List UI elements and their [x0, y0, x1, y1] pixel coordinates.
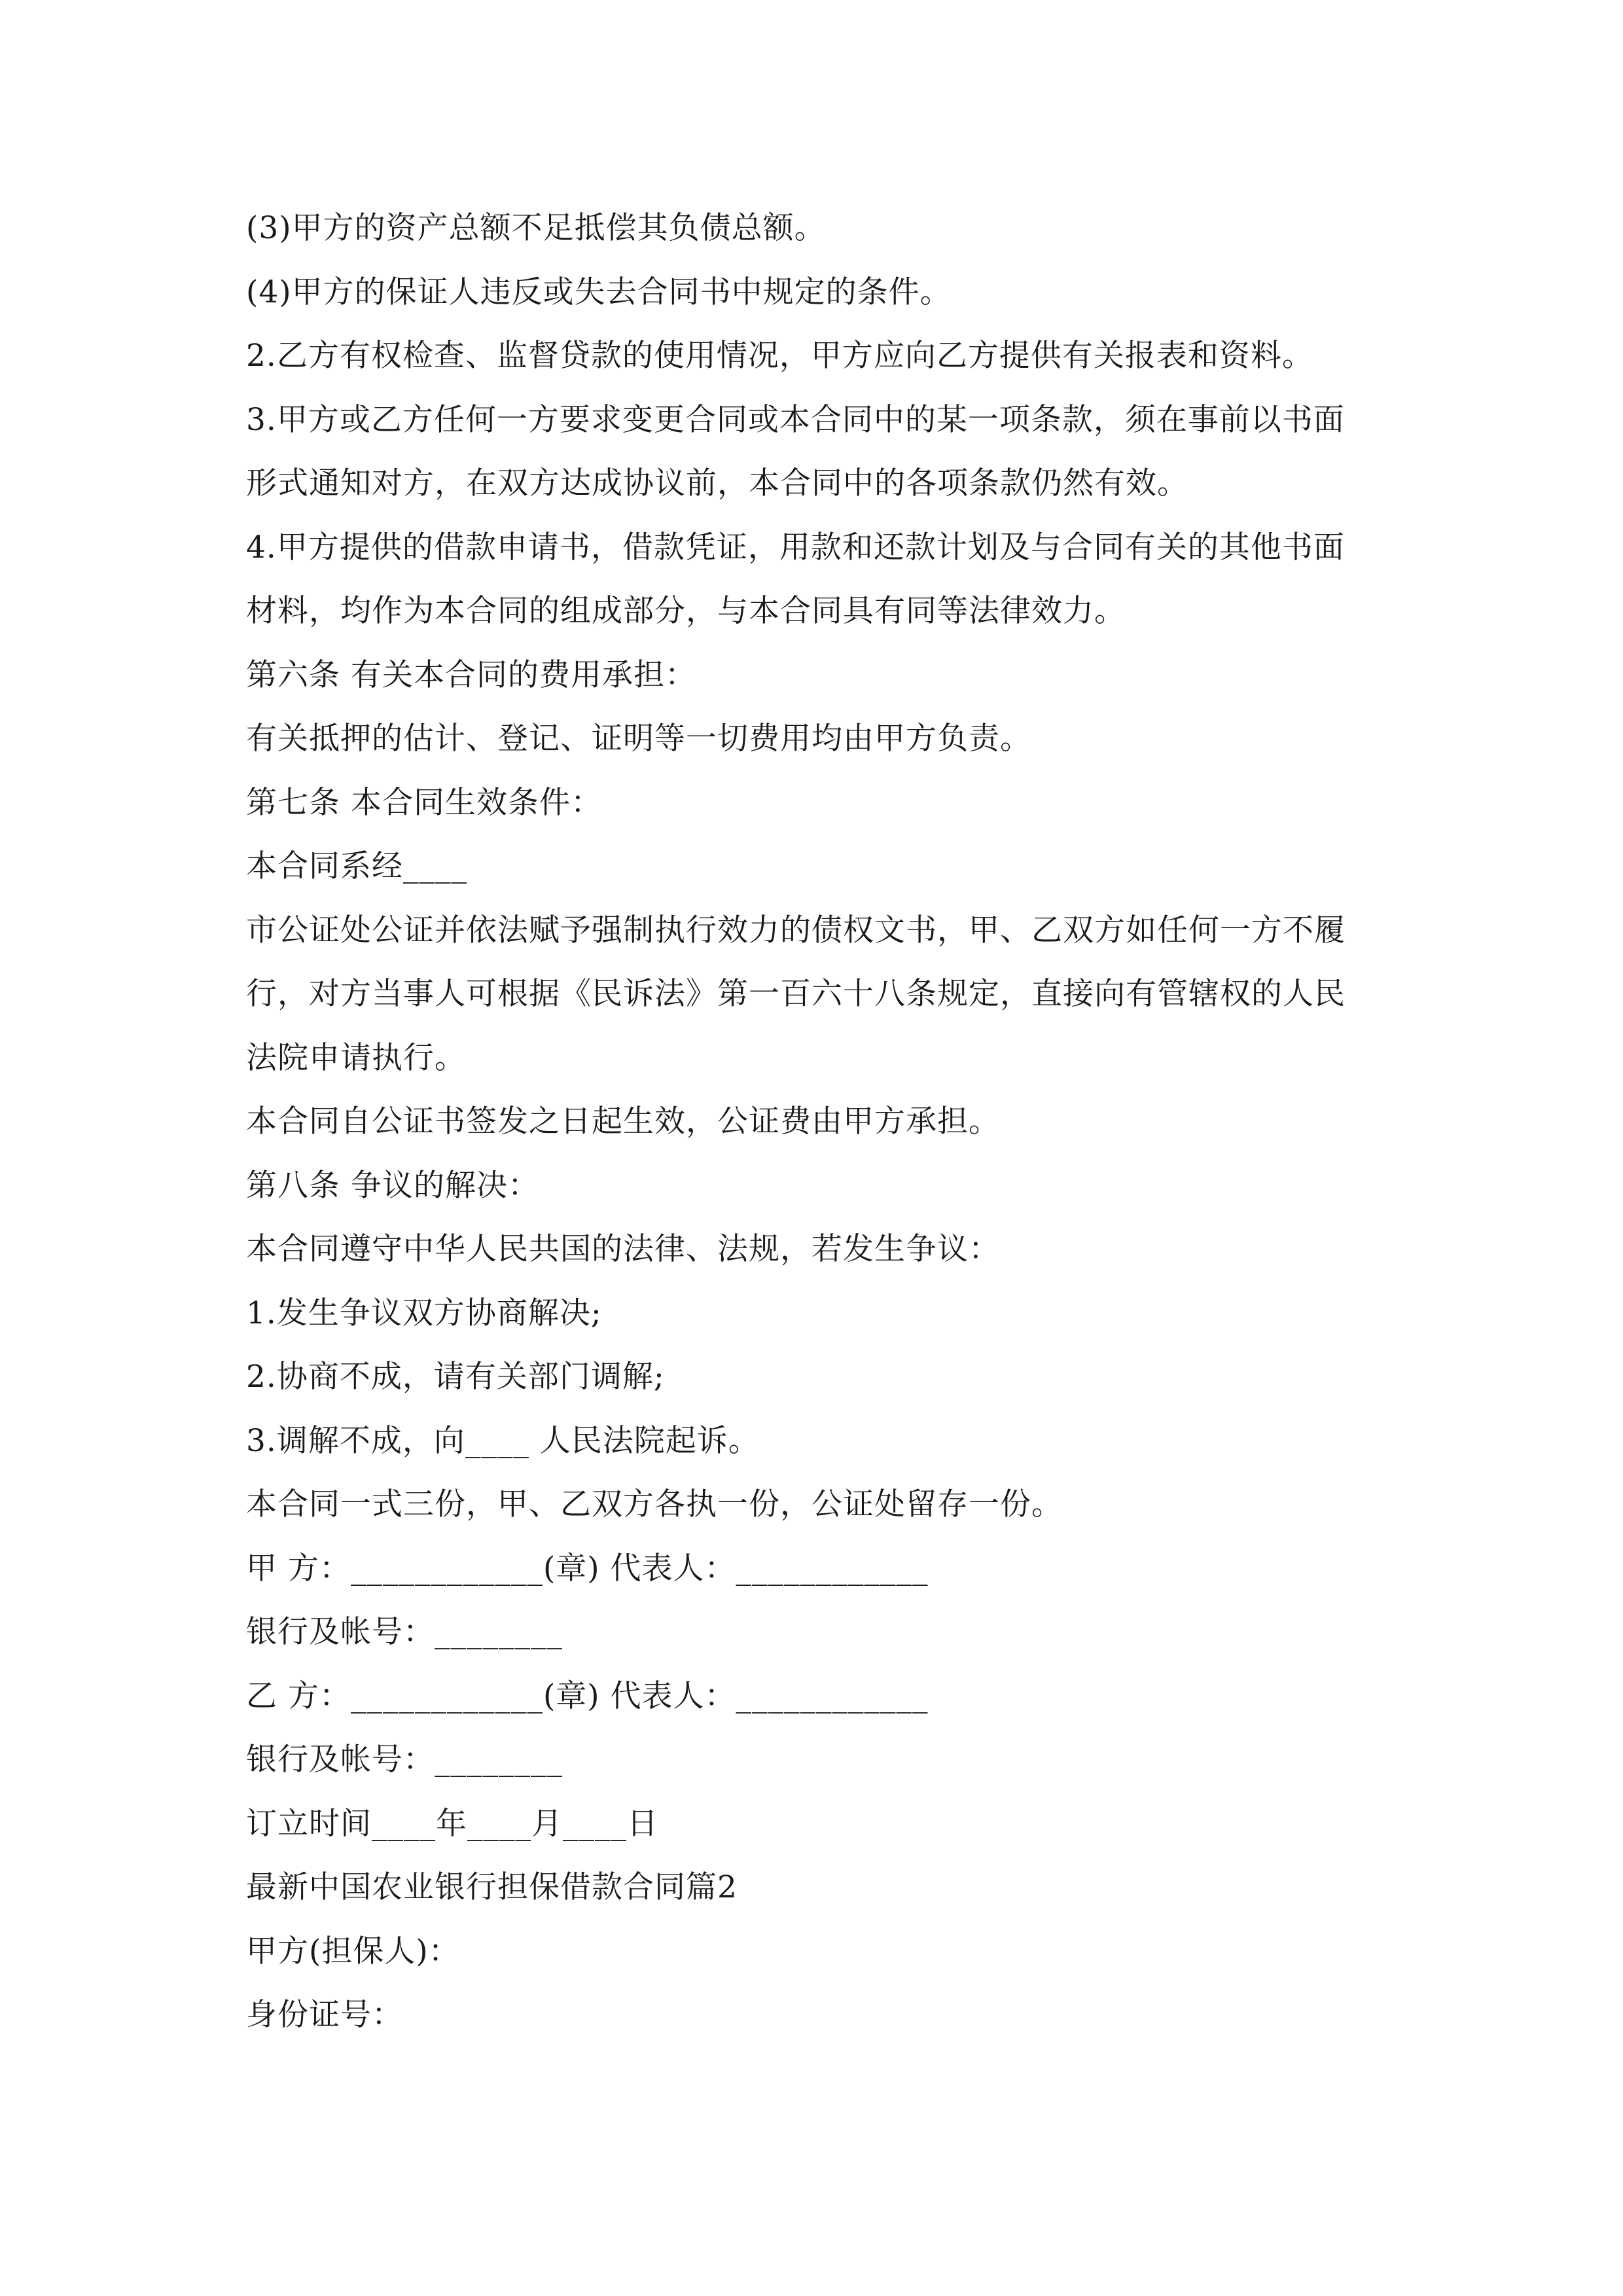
clause-line-6: 4.甲方提供的借款申请书，借款凭证，用款和还款计划及与合同有关的其他书面 [246, 529, 1345, 565]
document-body [246, 196, 1385, 2047]
article-7-heading: 第七条 本合同生效条件： [246, 784, 602, 821]
id-number-label: 身份证号： [246, 1997, 403, 2033]
article-8-heading: 第八条 争议的解决： [246, 1167, 539, 1204]
clause-line-2: (4)甲方的保证人违反或失去合同书中规定的条件。 [246, 274, 952, 310]
clause-line-5: 形式通知对方，在双方达成协议前，本合同中的各项条款仍然有效。 [246, 465, 1188, 501]
party-a-signature-line: 甲 方：____________(章) 代表人：____________ [246, 1550, 929, 1587]
article-7-line-4: 法院申请执行。 [246, 1039, 466, 1076]
article-7-line-5: 本合同自公证书签发之日起生效，公证费由甲方承担。 [246, 1103, 1000, 1139]
party-b-signature-line: 乙 方：____________(章) 代表人：____________ [246, 1677, 929, 1714]
party-a-bank-account: 银行及帐号：________ [246, 1614, 563, 1650]
clause-line-1: (3)甲方的资产总额不足抵偿其负债总额。 [246, 210, 826, 246]
signing-date: 订立时间____年____月____日 [246, 1805, 658, 1842]
clause-line-7: 材料，均作为本合同的组成部分，与本合同具有同等法律效力。 [246, 593, 1126, 629]
copies-statement: 本合同一式三份，甲、乙双方各执一份，公证处留存一份。 [246, 1486, 1063, 1522]
article-6-heading: 第六条 有关本合同的费用承担： [246, 656, 696, 693]
article-7-line-2: 市公证处公证并依法赋予强制执行效力的债权文书，甲、乙双方如任何一方不履 [246, 912, 1346, 948]
article-8-intro: 本合同遵守中华人民共国的法律、法规，若发生争议： [246, 1231, 1000, 1267]
clause-line-4: 3.甲方或乙方任何一方要求变更合同或本合同中的某一项条款，须在事前以书面 [246, 401, 1345, 438]
guarantor-label: 甲方(担保人)： [246, 1933, 460, 1969]
party-b-bank-account: 银行及帐号：________ [246, 1742, 563, 1778]
article-8-item-3: 3.调解不成，向____ 人民法院起诉。 [246, 1422, 760, 1459]
article-8-item-1: 1.发生争议双方协商解决; [246, 1295, 602, 1331]
section-title-part-2: 最新中国农业银行担保借款合同篇2 [246, 1869, 738, 1905]
article-7-line-1: 本合同系经____ [246, 848, 467, 884]
article-7-line-3: 行，对方当事人可根据《民诉法》第一百六十八条规定，直接向有管辖权的人民 [246, 976, 1346, 1012]
article-8-item-2: 2.协商不成，请有关部门调解; [246, 1359, 665, 1395]
clause-line-3: 2.乙方有权检查、监督贷款的使用情况，甲方应向乙方提供有关报表和资料。 [246, 338, 1313, 374]
article-6-text: 有关抵押的估计、登记、证明等一切费用均由甲方负责。 [246, 721, 1031, 757]
